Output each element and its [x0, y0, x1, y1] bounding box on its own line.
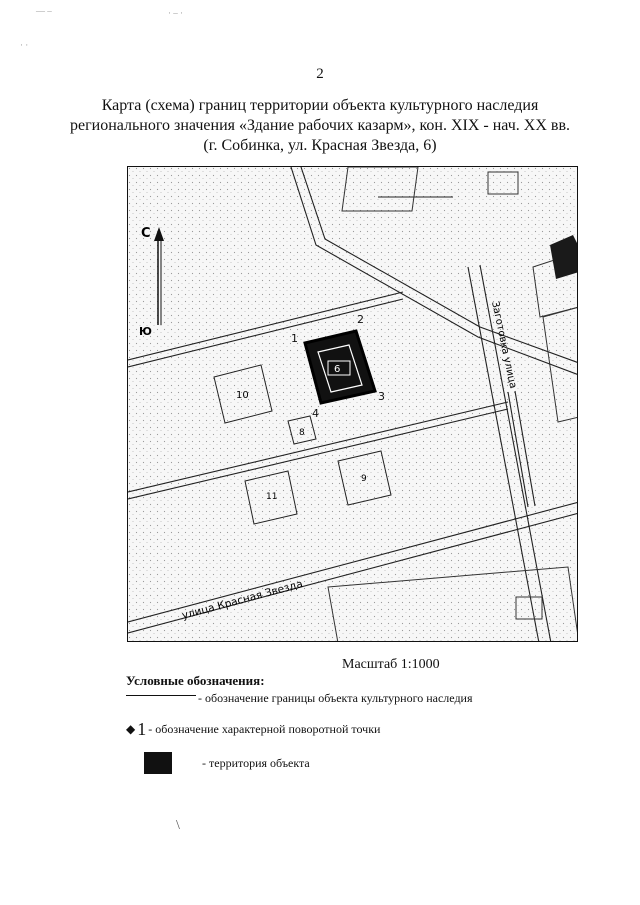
scan-mark: \	[176, 818, 180, 833]
map-canvas	[128, 167, 578, 642]
title-line-3: (г. Собинка, ул. Красная Звезда, 6)	[203, 137, 437, 154]
point-marker-icon: ◆	[126, 722, 136, 736]
scan-speck: · ‒ ·	[168, 8, 183, 18]
boundary-point-3: 3	[378, 390, 385, 403]
building-label-8: 8	[299, 428, 305, 438]
legend-point-text: - обозначение характерной поворотной точки	[148, 722, 381, 736]
map-frame	[127, 166, 578, 642]
south-label: Ю	[139, 325, 152, 338]
object-label: 6	[334, 364, 341, 375]
scan-speck: — ‒	[36, 6, 52, 16]
street-label-main: улица Красная Звезда	[180, 578, 305, 622]
legend-boundary-row	[126, 691, 473, 706]
boundary-point-1: 1	[291, 332, 298, 345]
building-label-9: 9	[361, 474, 367, 484]
north-label: С	[141, 226, 151, 241]
legend-point-row	[126, 719, 380, 740]
street-label-side: Заготовка улица	[489, 300, 519, 390]
page-number: 2	[316, 66, 324, 82]
legend-boundary-text: - обозначение границы объекта культурного наследия	[198, 691, 473, 705]
legend-territory-row	[126, 752, 310, 774]
building-label-11: 11	[266, 492, 278, 502]
legend-territory-text: - территория объекта	[202, 755, 310, 770]
title-line-2: регионального значения «Здание рабочих казарм», кон. XIX - нач. XX вв.	[69, 117, 571, 134]
scan-speck: · ·	[20, 40, 29, 50]
title-line-1: Карта (схема) границ территории объекта культурного наследия	[101, 97, 539, 114]
legend-heading: Условные обозначения:	[126, 673, 265, 688]
territory-swatch	[144, 752, 172, 774]
legend-point-number: 1	[137, 719, 147, 739]
boundary-point-2: 2	[357, 313, 364, 326]
map-scale: Масштаб 1:1000	[342, 657, 440, 672]
building-label-10: 10	[236, 390, 249, 401]
boundary-point-4: 4	[312, 407, 319, 420]
boundary-line-sample	[126, 695, 196, 696]
map-title	[0, 96, 640, 156]
